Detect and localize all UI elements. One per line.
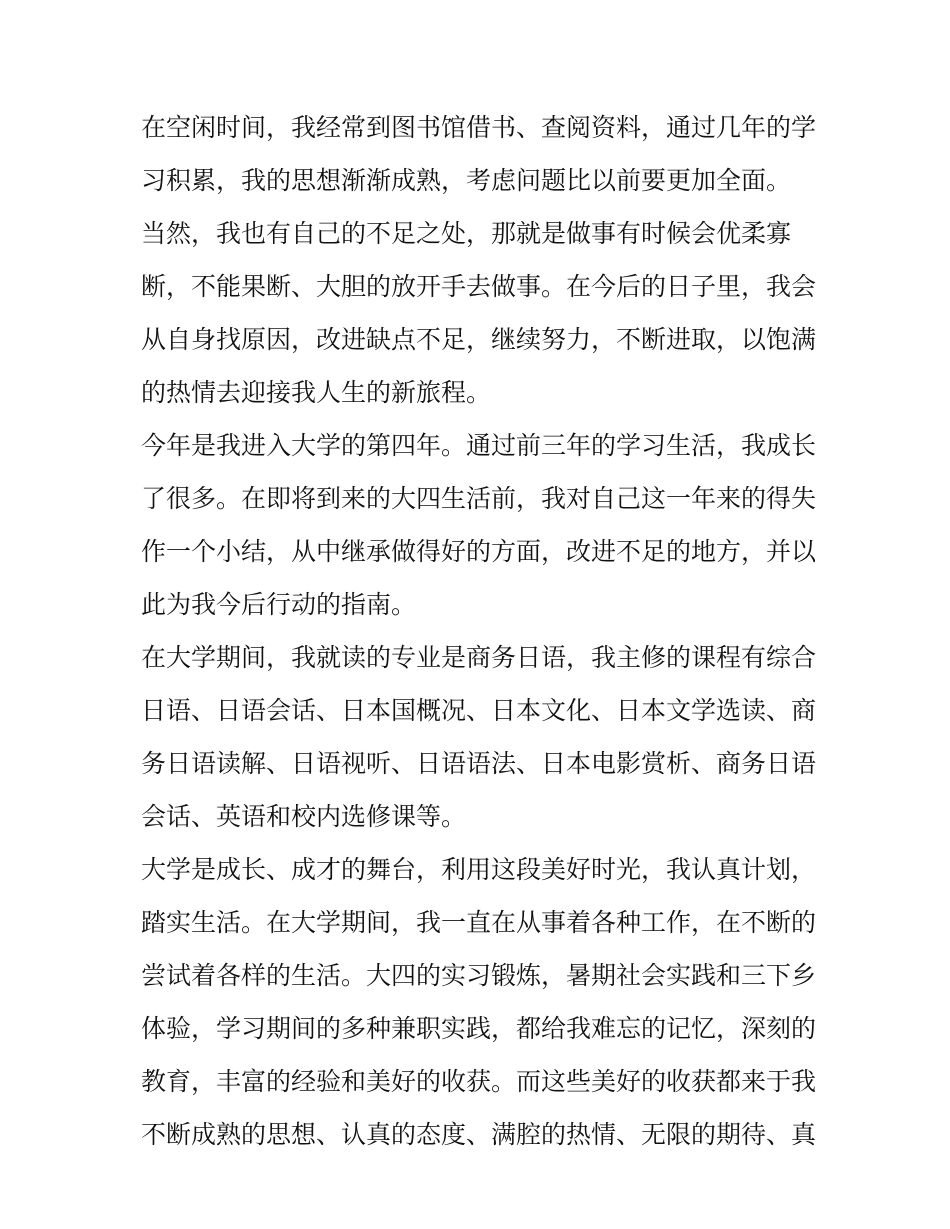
text-line: 了很多。在即将到来的大四生活前，我对自己这一年来的得失 bbox=[141, 484, 817, 513]
text-line: 尝试着各样的生活。大四的实习锻炼，暑期社会实践和三下乡 bbox=[141, 961, 817, 990]
text-line: 从自身找原因，改进缺点不足，继续努力，不断进取，以饱满 bbox=[141, 325, 817, 354]
text-line: 日语、日语会话、日本国概况、日本文化、日本文学选读、商 bbox=[141, 696, 817, 725]
text-line: 此为我今后行动的指南。 bbox=[141, 590, 417, 619]
text-line: 断，不能果断、大胆的放开手去做事。在今后的日子里，我会 bbox=[141, 272, 817, 301]
text-line: 体验，学习期间的多种兼职实践，都给我难忘的记忆，深刻的 bbox=[141, 1014, 817, 1043]
text-line: 今年是我进入大学的第四年。通过前三年的学习生活，我成长 bbox=[141, 431, 817, 460]
text-line: 踏实生活。在大学期间，我一直在从事着各种工作，在不断的 bbox=[141, 908, 817, 937]
text-line: 会话、英语和校内选修课等。 bbox=[141, 802, 467, 831]
text-line: 在空闲时间，我经常到图书馆借书、查阅资料，通过几年的学 bbox=[141, 113, 817, 142]
text-line: 不断成熟的思想、认真的态度、满腔的热情、无限的期待、真 bbox=[141, 1120, 817, 1149]
text-line: 习积累，我的思想渐渐成熟，考虑问题比以前要更加全面。 bbox=[141, 166, 792, 195]
text-line: 当然，我也有自己的不足之处，那就是做事有时候会优柔寡 bbox=[141, 219, 792, 248]
text-line: 作一个小结，从中继承做得好的方面，改进不足的地方，并以 bbox=[141, 537, 817, 566]
text-line: 在大学期间，我就读的专业是商务日语，我主修的课程有综合 bbox=[141, 643, 817, 672]
text-line: 的热情去迎接我人生的新旅程。 bbox=[141, 378, 492, 407]
text-line: 教育，丰富的经验和美好的收获。而这些美好的收获都来于我 bbox=[141, 1067, 817, 1096]
text-line: 大学是成长、成才的舞台，利用这段美好时光，我认真计划， bbox=[141, 855, 817, 884]
text-line: 务日语读解、日语视听、日语语法、日本电影赏析、商务日语 bbox=[141, 749, 817, 778]
